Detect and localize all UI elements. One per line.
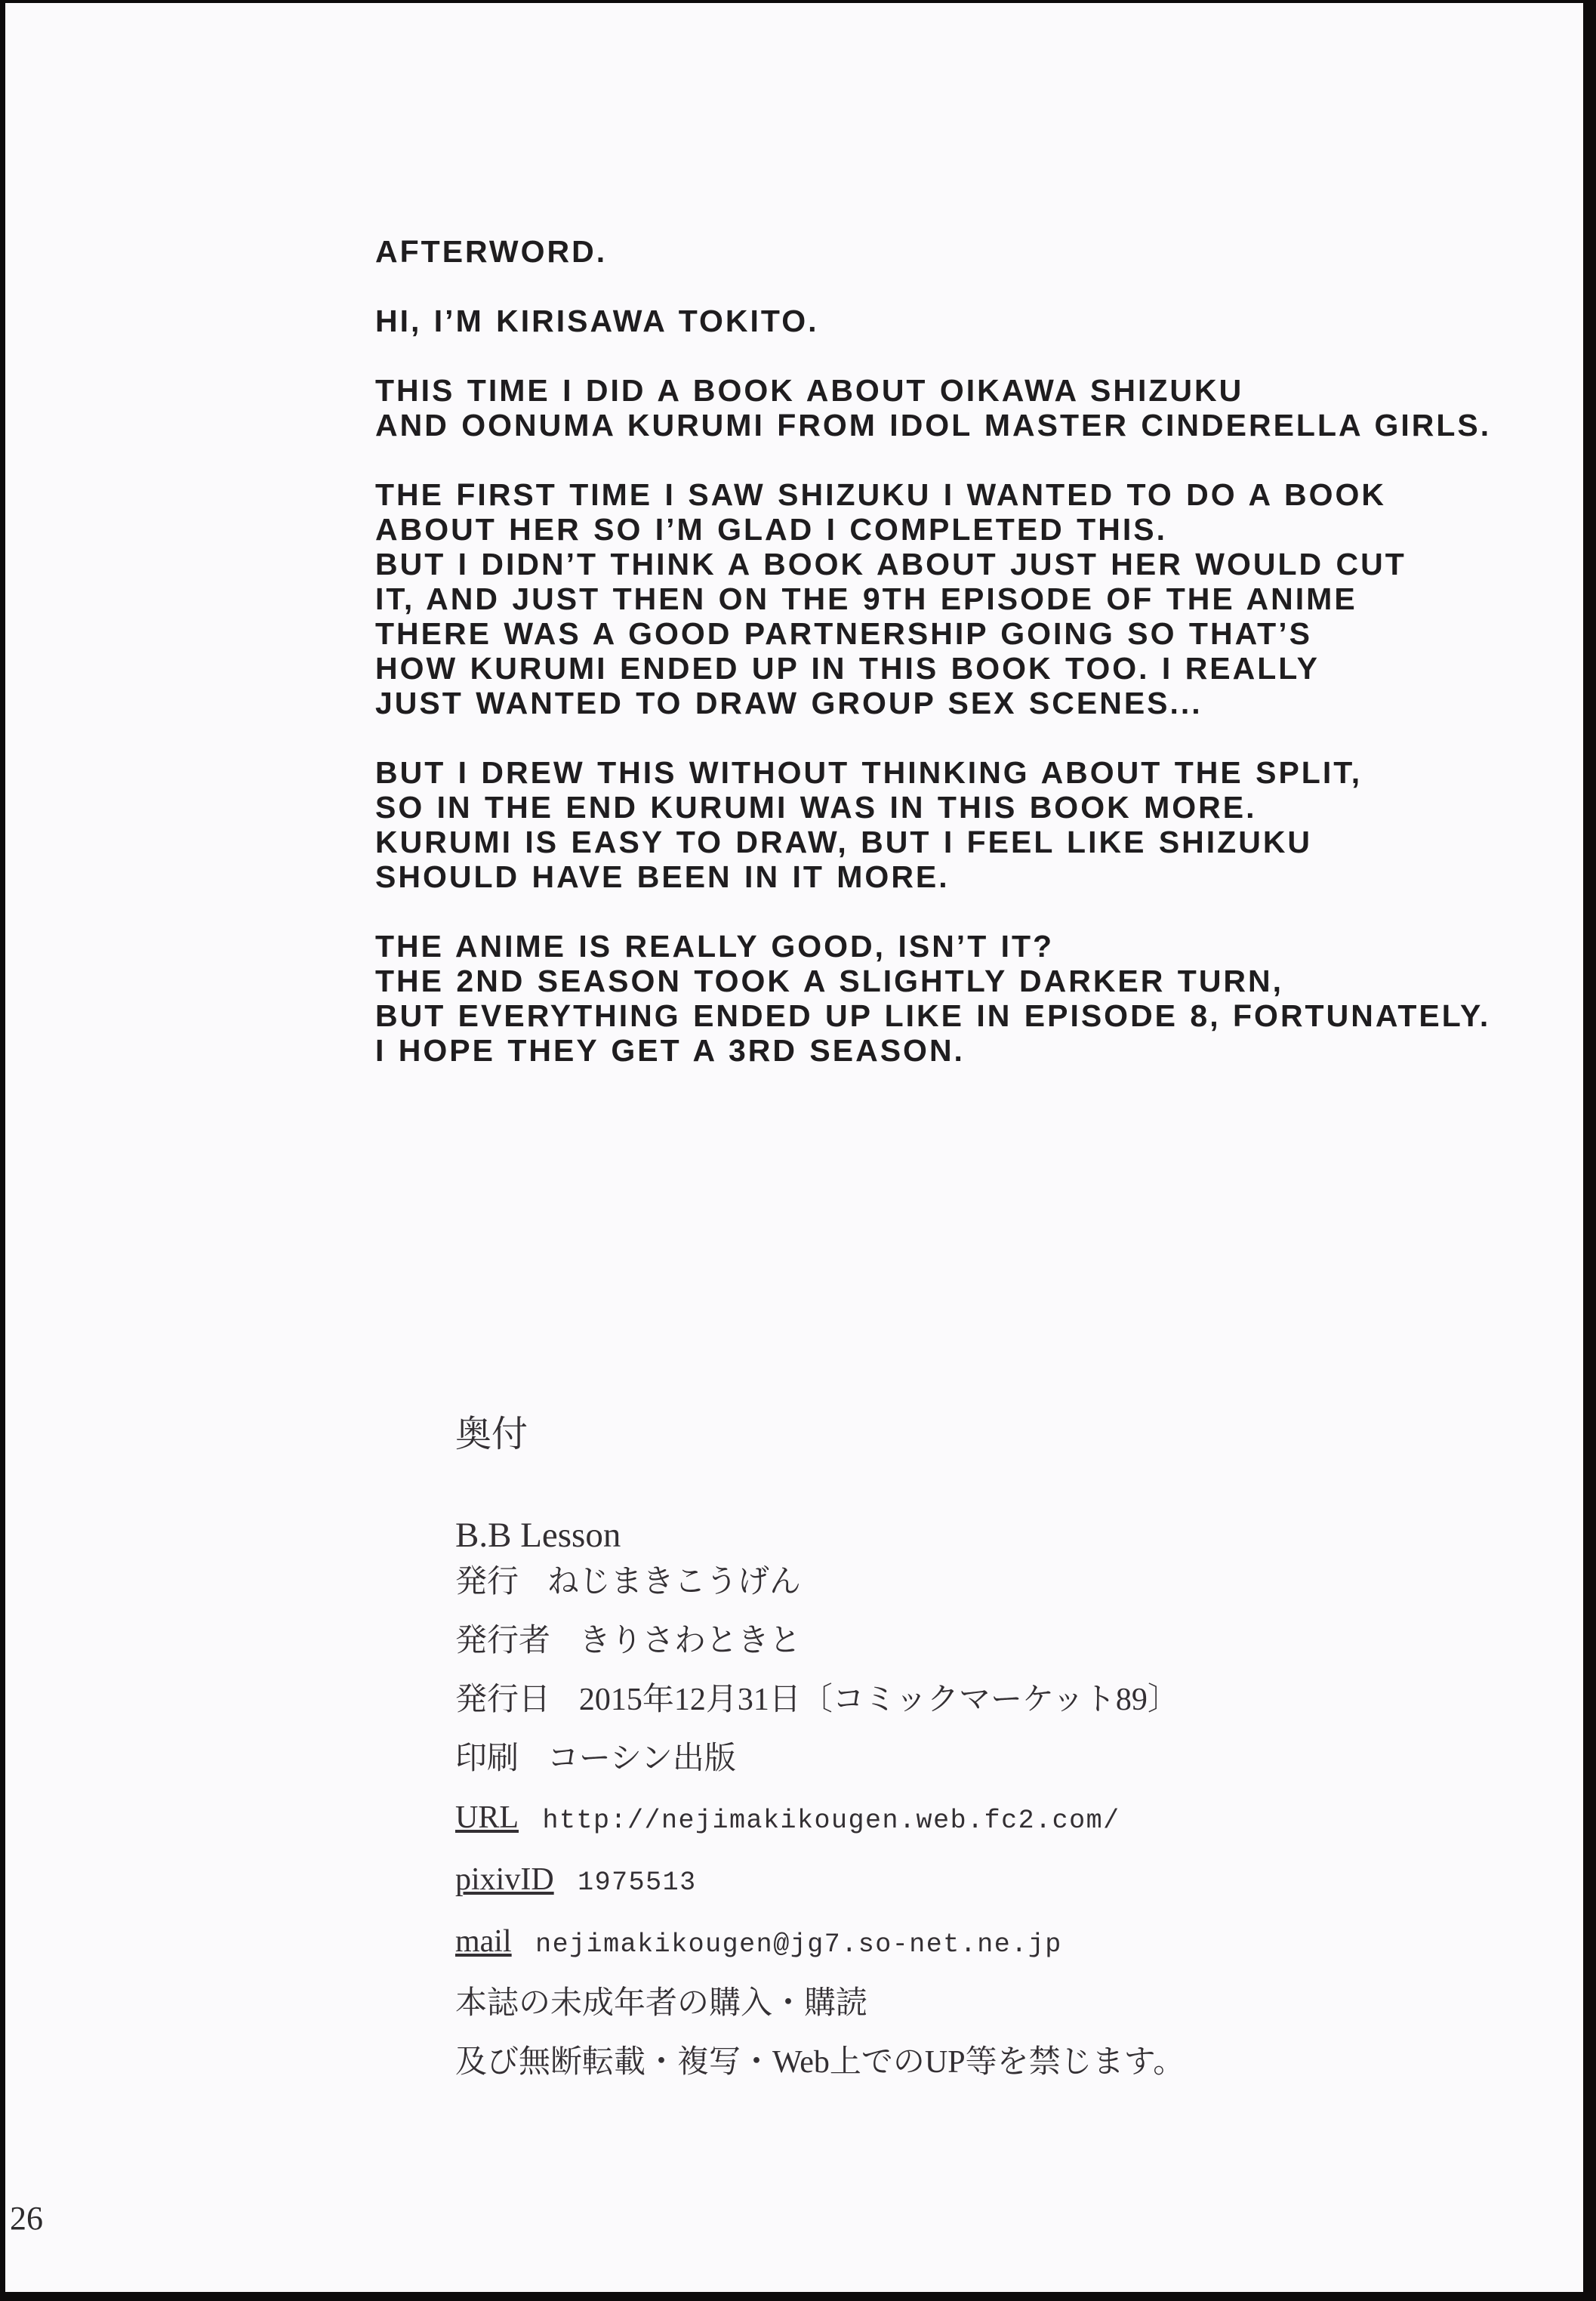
- colophon-row: [455, 1741, 1437, 1776]
- colophon-rows: [455, 1565, 1437, 2080]
- afterword-paragraphs: [375, 304, 1492, 1068]
- afterword-paragraph: [375, 477, 1470, 720]
- afterword-line: I HOPE THEY GET A 3RD SEASON.: [375, 1033, 965, 1068]
- colophon-row: [455, 1924, 1437, 1962]
- colophon-row: [455, 2045, 1437, 2080]
- colophon-label: 印刷: [455, 1741, 519, 1776]
- colophon-row: [455, 1862, 1437, 1900]
- colophon-row: [455, 1624, 1437, 1658]
- colophon-label: URL: [455, 1800, 519, 1835]
- colophon-label: 発行: [455, 1565, 519, 1599]
- afterword-line: AND OONUMA KURUMI FROM IDOL MASTER CINDERELLA GIRLS.: [375, 408, 1492, 443]
- colophon-row: [455, 1683, 1437, 1717]
- afterword-line: HI, I’M KIRISAWA TOKITO.: [375, 304, 819, 338]
- afterword-line: HOW KURUMI ENDED UP IN THIS BOOK TOO. I REALLY: [375, 651, 1320, 686]
- colophon-value: nejimakikougen@jg7.so-net.ne.jp: [535, 1929, 1062, 1960]
- afterword-line: BUT I DIDN’T THINK A BOOK ABOUT JUST HER WOULD CUT: [375, 547, 1407, 581]
- colophon-value: http://nejimakikougen.web.fc2.com/: [542, 1806, 1120, 1836]
- afterword-line: THERE WAS A GOOD PARTNERSHIP GOING SO THAT’S: [375, 616, 1312, 651]
- afterword-line: JUST WANTED TO DRAW GROUP SEX SCENES...: [375, 686, 1203, 720]
- afterword-line: THE 2ND SEASON TOOK A SLIGHTLY DARKER TURN,: [375, 964, 1284, 998]
- afterword-line: IT, AND JUST THEN ON THE 9TH EPISODE OF THE ANIME: [375, 581, 1357, 616]
- colophon-section: [455, 1412, 1437, 2104]
- afterword-paragraph: [375, 929, 1491, 1068]
- afterword-line: THE ANIME IS REALLY GOOD, ISN’T IT?: [375, 929, 1055, 964]
- afterword-line: BUT EVERYTHING ENDED UP LIKE IN EPISODE 8, FORTUNATELY.: [375, 998, 1491, 1033]
- afterword-paragraph: [375, 373, 1492, 443]
- afterword-paragraph: [375, 304, 1470, 338]
- colophon-value: コーシン出版: [547, 1741, 736, 1776]
- afterword-section: [375, 234, 1492, 1103]
- colophon-heading: 奥付: [455, 1414, 528, 1454]
- colophon-value: 本誌の未成年者の購入・購読: [455, 1986, 868, 2021]
- afterword-paragraph: [375, 755, 1470, 894]
- page: [5, 3, 1583, 2292]
- colophon-label: mail: [455, 1924, 512, 1959]
- book-title: B.B Lesson: [455, 1516, 621, 1555]
- page-number: 26: [10, 2200, 43, 2237]
- afterword-line: SHOULD HAVE BEEN IN IT MORE.: [375, 859, 950, 894]
- colophon-value: ねじまきこうげん: [547, 1565, 801, 1599]
- colophon-row: [455, 1986, 1437, 2021]
- colophon-value: きりさわときと: [578, 1624, 801, 1658]
- afterword-line: BUT I DREW THIS WITHOUT THINKING ABOUT THE SPLIT,: [375, 755, 1363, 790]
- colophon-row: [455, 1800, 1437, 1838]
- afterword-heading: AFTERWORD.: [375, 234, 608, 269]
- colophon-label: pixivID: [455, 1862, 554, 1897]
- colophon-row: [455, 1565, 1437, 1599]
- afterword-line: THE FIRST TIME I SAW SHIZUKU I WANTED TO DO A BOOK: [375, 477, 1386, 512]
- colophon-label: 発行者: [455, 1624, 551, 1658]
- colophon-value: 及び無断転載・複写・Web上でのUP等を禁じます。: [455, 2045, 1185, 2080]
- afterword-line: THIS TIME I DID A BOOK ABOUT OIKAWA SHIZUKU: [375, 373, 1244, 408]
- colophon-value: 2015年12月31日〔コミックマーケット89〕: [578, 1683, 1179, 1717]
- afterword-line: SO IN THE END KURUMI WAS IN THIS BOOK MORE.: [375, 790, 1257, 825]
- colophon-value: 1975513: [578, 1868, 697, 1898]
- afterword-line: KURUMI IS EASY TO DRAW, BUT I FEEL LIKE SHIZUKU: [375, 825, 1313, 859]
- afterword-line: ABOUT HER SO I’M GLAD I COMPLETED THIS.: [375, 512, 1167, 547]
- colophon-label: 発行日: [455, 1683, 551, 1717]
